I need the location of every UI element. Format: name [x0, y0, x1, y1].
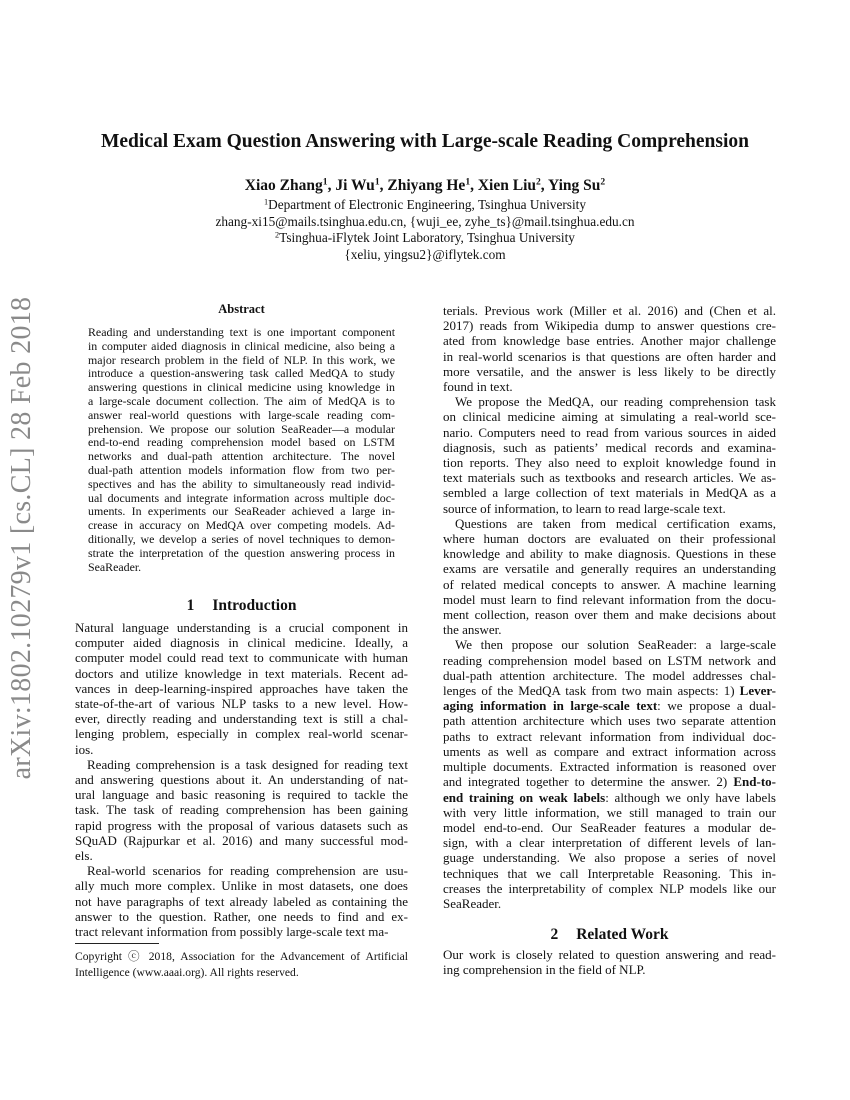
text-line: answering questions in clinical medicine using knowledge in — [88, 380, 395, 395]
bold-text: aging information in large-scale text — [443, 698, 658, 714]
text-line: exams are versatile and generally requires an understanding — [443, 561, 776, 577]
affiliation-mark: 2 — [536, 176, 541, 188]
text-line: Natural language understanding is a crucial component in — [75, 620, 408, 635]
emails-1: zhang-xi15@mails.tsinghua.edu.cn, {wuji_ee, zyhe_ts}@mail.tsinghua.edu.cn — [215, 214, 635, 229]
text-line: diagnosis, such as patients’ medical records and examina- — [443, 439, 776, 455]
text-line — [443, 774, 776, 789]
text-line: in real-world scenarios is that questions are often harder and — [443, 348, 776, 364]
text-line: multiple documents. Extracted information is reasoned over — [443, 759, 776, 775]
text-line: Intelligence (www.aaai.org). All rights reserved. — [75, 966, 299, 979]
bold-text: end training on weak labels — [443, 789, 606, 805]
author — [548, 177, 605, 194]
text-line: model end-to-end. Our SeaReader features a modular de- — [443, 819, 776, 835]
text-line: We propose the MedQA, our reading comprehension task — [455, 394, 776, 410]
text-line: on clinical medicine aiming at simulating a real-world sce- — [443, 409, 776, 425]
introduction-body — [75, 620, 408, 939]
text-line: paths to extract relevant information from individual doc- — [443, 728, 776, 744]
affiliation-mark: 1 — [465, 176, 471, 188]
copyright-footnote — [75, 949, 408, 981]
author-list — [0, 177, 850, 195]
text-line: tract relevant information from possibly large-scale text ma- — [75, 924, 389, 940]
section-title: Introduction — [212, 597, 297, 614]
affiliation-text: Tsinghua-iFlytek Joint Laboratory, Tsinghua University — [279, 230, 575, 245]
text-line: source of information, to learn to read large-scale text. — [443, 500, 726, 516]
text-line: answer real-world questions with large-scale reading com- — [88, 407, 395, 422]
text-line: major research problem in the field of NLP. In this work, we — [88, 352, 395, 367]
text-line — [443, 698, 776, 713]
paper-title: Medical Exam Question Answering with Large-scale Reading Comprehension — [100, 131, 749, 152]
author — [335, 177, 387, 194]
affiliation-mark: 2 — [275, 230, 280, 240]
emails-2: {xeliu, yingsu2}@iflytek.com — [344, 247, 506, 262]
affiliation-mark: 1 — [374, 176, 380, 188]
text-line: reading comprehension model based on LSTM network and — [443, 652, 776, 668]
text-line: not have paragraphs of text already labeled as containing the — [75, 893, 408, 909]
text-line: lenging problem, especially in complex real-world scenar- — [75, 726, 408, 742]
text-line: ual documents and integrate information across multiple doc- — [88, 490, 395, 505]
text-line: introduce a question-answering task called MedQA to study — [88, 366, 395, 381]
text-line: Questions are taken from medical certification exams, — [455, 515, 776, 531]
text-line: prehension. We propose our solution SeaReader—a modular — [88, 421, 395, 436]
text-line: uments. In experiments our SeaReader achieved a large in- — [88, 504, 395, 519]
related-work-body — [443, 947, 776, 977]
text-line — [443, 683, 776, 698]
text-run: : we propose a dual- — [657, 698, 776, 714]
text-line: path attention architecture which uses two separate attention — [443, 713, 776, 729]
affiliation-mark: 1 — [264, 197, 269, 207]
arxiv-identifier-stamp: arXiv:1802.10279v1 [cs.CL] 28 Feb 2018 — [6, 296, 37, 780]
text-run: and integrated together to determine the answer. 2) — [443, 774, 734, 790]
section-number: 1 — [186, 597, 195, 614]
text-line: ated from knowledge base entries. Another major challenge — [443, 333, 776, 349]
text-line: els. — [75, 848, 93, 864]
text-line: of related medical concepts to answer. A machine learning — [443, 576, 776, 592]
text-line: Real-world scenarios for reading comprehension are usu- — [87, 863, 408, 879]
text-run: : although we only have labels — [605, 789, 776, 805]
text-line: task. The task of reading comprehension has been gaining — [75, 802, 408, 818]
text-line: strate the interpretation of the question answering process in — [88, 545, 395, 560]
text-run: lenges of the MedQA task from two main aspects: 1) — [443, 683, 740, 699]
text-line: techniques that we call Interpretable Reasoning. This in- — [443, 865, 776, 881]
text-line: sembled a large collection of text materials in MedQA as a — [443, 485, 776, 501]
text-line: ever, directly reading and understanding text is still a chal- — [75, 711, 408, 727]
abstract-body — [88, 326, 395, 574]
text-line: guage understanding. We also propose a series of novel — [443, 850, 776, 866]
text-line: ing comprehension in the field of NLP. — [443, 962, 646, 978]
text-line: Reading and understanding text is one important component — [88, 325, 395, 339]
section-title: Related Work — [576, 926, 669, 943]
text-line: a large-scale document collection. The aim of MedQA is to — [88, 393, 395, 408]
section-heading-related-work — [443, 926, 776, 944]
affiliation-2 — [0, 229, 850, 246]
text-line: uments as well as compare and extract information across — [443, 743, 776, 759]
text-line: state-of-the-art of various NLP tasks to a new level. How- — [75, 696, 408, 712]
text-line: ditionally, we develop a series of novel techniques to demon- — [88, 531, 395, 546]
text-line — [443, 790, 776, 805]
text-line: spectives and has the ability to simultaneously read individ- — [88, 476, 395, 491]
text-line: crease in accuracy on MedQA over competing models. Ad- — [88, 518, 395, 533]
text-line: and answering questions about it. An understanding of nat- — [75, 772, 408, 788]
text-line: where human doctors are evaluated on their professional — [443, 531, 776, 547]
abstract-heading: Abstract — [218, 302, 265, 316]
text-line: the answer. — [443, 622, 502, 638]
bold-text: End-to- — [733, 774, 776, 790]
text-line: knowledge and ability to make diagnosis. Questions in these — [443, 546, 776, 562]
author — [387, 177, 478, 194]
text-line: model must learn to find relevant information from the docu- — [443, 591, 776, 607]
text-line: dual-path attention models information flow from two per- — [88, 462, 395, 477]
text-line: We then propose our solution SeaReader: a large-scale — [455, 637, 776, 653]
text-line: SeaReader. — [88, 559, 142, 574]
author — [478, 177, 548, 194]
text-line: answer to the question. Rather, one needs to find and ex- — [75, 908, 408, 924]
text-line: Reading comprehension is a task designed for reading text — [87, 756, 408, 772]
text-line: ment collection, reason over them and make decisions about — [443, 607, 776, 623]
text-line: doctors and utilize knowledge in text materials. Recent ad- — [75, 665, 408, 681]
text-line: Copyright ⓒ 2018, Association for the Advancement of Artificial — [75, 950, 408, 963]
affiliation-mark: 1 — [322, 176, 328, 188]
text-line: found in text. — [443, 379, 513, 395]
text-line: vances in deep-learning-inspired approaches have taken the — [75, 680, 408, 696]
affiliation-mark: 2 — [600, 176, 606, 188]
right-column-body — [443, 303, 776, 911]
author-name: Ying Su — [547, 177, 601, 194]
affiliation-text: Department of Electronic Engineering, Tsinghua University — [268, 197, 586, 212]
author-name: Xien Liu — [477, 177, 536, 194]
text-line: ural language and basic reasoning is required to tackle the — [75, 787, 408, 803]
author-name: Xiao Zhang — [244, 177, 323, 194]
text-line: computer model could read text to communicate with human — [75, 650, 408, 666]
text-line: in computer aided diagnosis in clinical medicine, also being a — [88, 338, 395, 353]
footnote-divider — [75, 943, 159, 944]
text-line: computer aided diagnosis in clinical medicine. Ideally, a — [75, 635, 408, 651]
affiliation-1 — [0, 196, 850, 213]
author — [245, 177, 336, 194]
author-name: Zhiyang He — [387, 177, 466, 194]
text-line: Our work is closely related to question answering and read- — [443, 947, 776, 962]
text-line: creases the interpretability of complex NLP models like our — [443, 880, 776, 896]
text-line: SeaReader. — [443, 895, 502, 911]
text-line: nario. Computers need to read from various sources in aided — [443, 424, 776, 440]
text-line: networks and dual-path attention architecture. The novel — [88, 449, 395, 464]
text-line: tion reports. They also need to exploit knowledge found in — [443, 455, 776, 471]
text-line: dual-path attention architecture. The model addresses chal- — [443, 667, 776, 683]
text-line: sign, with a clear interpretation of different levels of lan- — [443, 835, 776, 851]
text-line: text materials such as textbooks and research articles. We as- — [443, 470, 776, 486]
author-name: Ji Wu — [335, 177, 375, 194]
text-line: SQuAD (Rajpurkar et al. 2016) and many successful mod- — [75, 832, 408, 848]
text-line: ios. — [75, 741, 94, 757]
text-line: 2017) reads from Wikipedia dump to answer questions cre- — [443, 318, 776, 334]
text-line: with very little information, we still managed to train our — [443, 804, 776, 820]
section-number: 2 — [550, 926, 559, 943]
text-line: end-to-end reading comprehension model based on LSTM — [88, 435, 395, 450]
text-line: rapid progress with the proposal of various datasets such as — [75, 817, 408, 833]
text-line: more versatile, and the answer is less likely to be directly — [443, 363, 776, 379]
text-line: terials. Previous work (Miller et al. 2016) and (Chen et al. — [443, 303, 776, 318]
section-heading-introduction — [75, 597, 408, 615]
text-line: ally much more complex. Unlike in most datasets, one does — [75, 878, 408, 894]
bold-text: Lever- — [739, 683, 776, 699]
